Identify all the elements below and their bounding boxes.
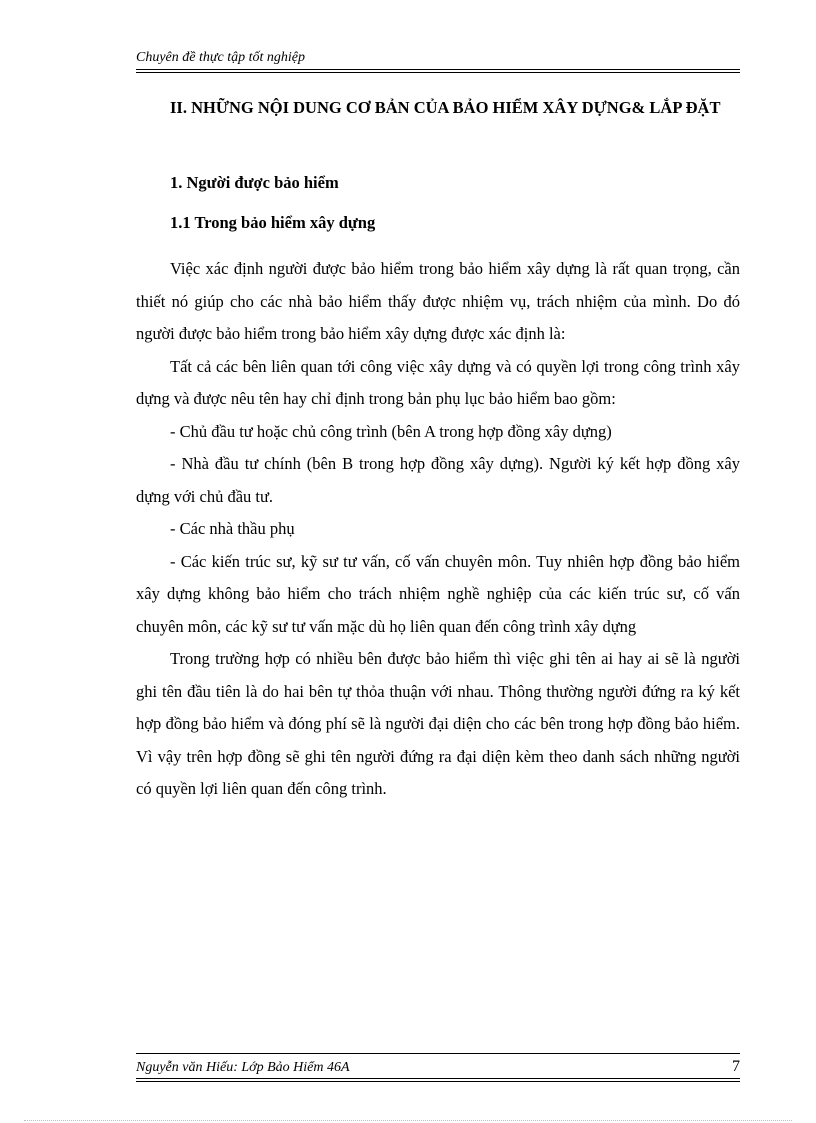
section-heading: II. NHỮNG NỘI DUNG CƠ BẢN CỦA BẢO HIỂM XÂY DỰNG& LẮP ĐẶT [170, 98, 721, 117]
page-number: 7 [732, 1058, 740, 1075]
body-text [136, 253, 740, 806]
footer-rule-mid [136, 1078, 740, 1079]
footer-rule-bottom [136, 1081, 740, 1082]
running-header: Chuyên đề thực tập tốt nghiệp [136, 50, 305, 65]
paragraph: Tất cả các bên liên quan tới công việc xây dựng và có quyền lợi trong công trình xây dựng và được nêu tên hay chỉ định trong bản phụ lục bảo hiểm bao gồm: [136, 356, 740, 408]
header-rule-top [136, 69, 740, 70]
list-item: - Các nhà thầu phụ [170, 519, 295, 538]
header-rule-bottom [136, 72, 740, 73]
subheading-1: 1. Người được bảo hiểm [170, 173, 339, 192]
paragraph: Trong trường hợp có nhiều bên được bảo hiểm thì việc ghi tên ai hay ai sẽ là người ghi tên đầu tiên là do hai bên tự thỏa thuận với nhau. Thông thường người đứng ra ký kết hợp đồng bảo hiểm và đóng phí sẽ là người đại diện cho các bên trong hợp đồng bảo hiểm. Vì vậy trên hợp đồng sẽ ghi tên người đứng ra đại diện kèm theo danh sách những người có quyền lợi liên quan đến công trình. [136, 649, 740, 798]
footer-author: Nguyễn văn Hiếu: Lớp Bảo Hiểm 46A [136, 1060, 350, 1075]
list-item: - Nhà đầu tư chính (bên B trong hợp đồng xây dựng). Người ký kết hợp đồng xây dựng với chủ đầu tư. [136, 454, 740, 506]
paragraph: Việc xác định người được bảo hiểm trong bảo hiểm xây dựng là rất quan trọng, cần thiết nó giúp cho các nhà bảo hiểm thấy được nhiệm vụ, trách nhiệm của mình. Do đó người được bảo hiểm trong bảo hiểm xây dựng được xác định là: [136, 259, 740, 343]
list-item: - Chủ đầu tư hoặc chủ công trình (bên A trong hợp đồng xây dựng) [170, 421, 612, 441]
list-item: - Các kiến trúc sư, kỹ sư tư vấn, cố vấn chuyên môn. Tuy nhiên hợp đồng bảo hiểm xây dựng không bảo hiểm cho trách nhiệm nghề nghiệp của các kiến trúc sư, cố vấn chuyên môn, các kỹ sư tư vấn mặc dù họ liên quan đến công trình xây dựng [136, 551, 740, 636]
subheading-1-1: 1.1 Trong bảo hiểm xây dựng [170, 213, 376, 232]
footer-rule-top [136, 1053, 740, 1054]
page-edge [24, 1120, 792, 1121]
